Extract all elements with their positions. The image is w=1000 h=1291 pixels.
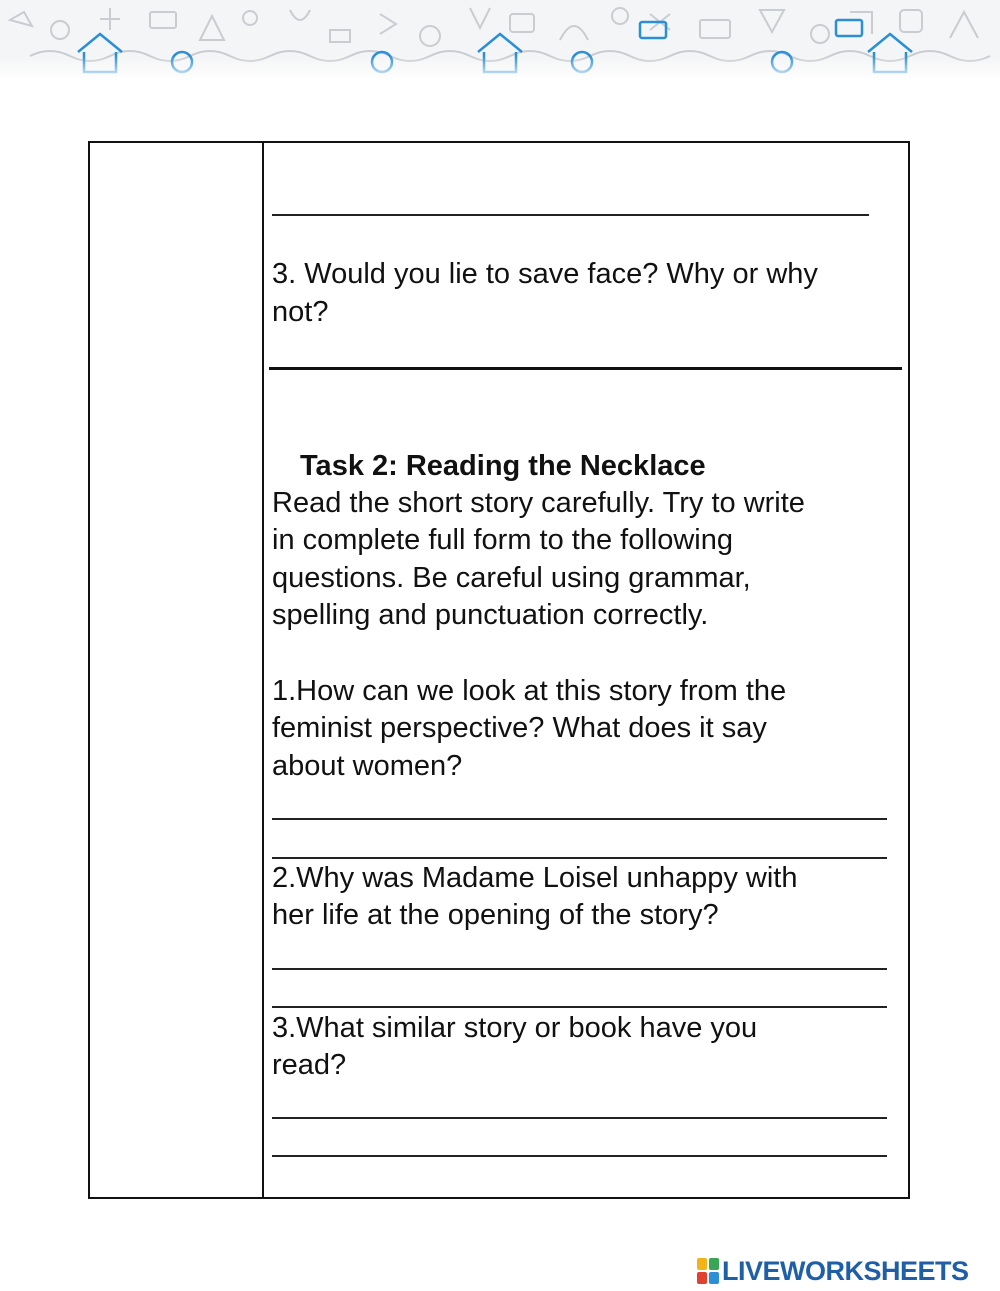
task2-question-1-line1: 1.How can we look at this story from the	[272, 675, 787, 707]
task2-instructions-line4: spelling and punctuation correctly.	[272, 599, 709, 631]
answer-line[interactable]	[272, 1006, 887, 1008]
logo-blocks-icon	[697, 1258, 719, 1284]
task2-question-2-line2: her life at the opening of the story?	[272, 899, 719, 931]
answer-line[interactable]	[272, 818, 887, 820]
task2-question-3-line2: read?	[272, 1049, 347, 1081]
column-divider	[262, 143, 264, 1197]
task1-question-3-line2: not?	[272, 296, 329, 328]
doodle-banner	[0, 0, 1000, 82]
task2-instructions-line1: Read the short story carefully. Try to write	[272, 487, 805, 519]
task2-question-1-line3: about women?	[272, 750, 463, 782]
answer-line[interactable]	[272, 214, 869, 216]
answer-line[interactable]	[272, 1155, 887, 1157]
logo-text: LIVEWORKSHEETS	[722, 1255, 969, 1286]
task2-title: Task 2: Reading the Necklace	[300, 450, 706, 482]
task1-question-3-line1: 3. Would you lie to save face? Why or why	[272, 258, 818, 290]
answer-line[interactable]	[269, 367, 902, 370]
answer-line[interactable]	[272, 968, 887, 970]
answer-line[interactable]	[272, 857, 887, 859]
task2-instructions-line3: questions. Be careful using grammar,	[272, 562, 751, 594]
task2-question-1-line2: feminist perspective? What does it say	[272, 712, 767, 744]
answer-line[interactable]	[272, 1117, 887, 1119]
task2-instructions-line2: in complete full form to the following	[272, 524, 733, 556]
task2-question-2-line1: 2.Why was Madame Loisel unhappy with	[272, 862, 798, 894]
liveworksheets-logo	[697, 1256, 969, 1286]
task2-question-3-line1: 3.What similar story or book have you	[272, 1012, 758, 1044]
